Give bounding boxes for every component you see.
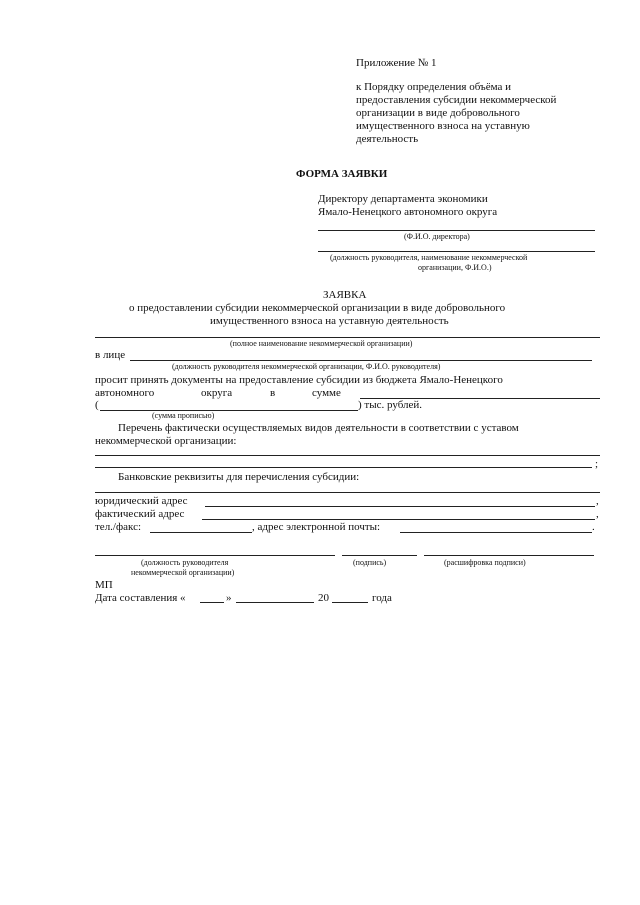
appendix-line: организации в виде добровольного xyxy=(356,107,520,119)
head-caption: (должность руководителя некоммерческой организации, Ф.И.О. руководителя) xyxy=(172,362,441,371)
bank-label: Банковские реквизиты для перечисления субсидии: xyxy=(118,471,360,483)
sign-caption-position: (должность руководителя xyxy=(141,558,229,567)
date-close: » xyxy=(226,592,232,604)
director-caption: (Ф.И.О. директора) xyxy=(404,232,470,241)
comma: , xyxy=(596,495,599,507)
application-subtitle: о предоставлении субсидии некоммерческой организации в виде добровольного xyxy=(129,302,506,314)
period: . xyxy=(592,521,595,533)
year-suffix: года xyxy=(372,592,392,604)
activities-line[interactable] xyxy=(95,455,600,456)
semicolon: ; xyxy=(595,458,599,470)
request-word: в xyxy=(270,387,276,399)
legal-address-line[interactable] xyxy=(205,506,595,507)
year-prefix: 20 xyxy=(318,592,329,604)
director-name-line[interactable] xyxy=(318,230,595,231)
application-title: ЗАЯВКА xyxy=(323,289,367,301)
stamp-label: МП xyxy=(95,579,113,591)
sender-line[interactable] xyxy=(318,251,595,252)
actual-address-label: фактический адрес xyxy=(95,508,185,520)
position-signature-line[interactable] xyxy=(95,555,335,556)
appendix-line: предоставления субсидии некоммерческой xyxy=(356,94,557,106)
application-subtitle: имущественного взноса на уставную деятельность xyxy=(210,315,449,327)
open-paren: ( xyxy=(95,399,99,411)
signature-line[interactable] xyxy=(342,555,417,556)
legal-address-label: юридический адрес xyxy=(95,495,188,507)
appendix-line: деятельность xyxy=(356,133,419,145)
actual-address-line[interactable] xyxy=(202,519,595,520)
addressee-line: Ямало-Ненецкого автономного округа xyxy=(318,206,498,218)
head-line[interactable] xyxy=(130,360,592,361)
in-person-label: в лице xyxy=(95,349,126,361)
request-text: просит принять документы на предоставление субсидии из бюджета Ямало-Ненецкого xyxy=(95,374,503,386)
sender-caption: организации, Ф.И.О.) xyxy=(418,263,492,272)
bank-line[interactable] xyxy=(95,492,600,493)
sum-words-line[interactable] xyxy=(100,410,358,411)
org-caption: (полное наименование некоммерческой организации) xyxy=(230,339,413,348)
appendix-line: имущественного взноса на уставную xyxy=(356,120,530,132)
date-year-line[interactable] xyxy=(332,602,368,603)
phone-line[interactable] xyxy=(150,532,252,533)
email-line[interactable] xyxy=(400,532,592,533)
sign-caption-signature: (подпись) xyxy=(353,558,387,567)
addressee-line: Директору департамента экономики xyxy=(318,193,488,205)
date-month-line[interactable] xyxy=(236,602,314,603)
form-title: ФОРМА ЗАЯВКИ xyxy=(296,168,388,180)
decoding-line[interactable] xyxy=(424,555,594,556)
activities-text: некоммерческой организации: xyxy=(95,435,237,447)
org-name-line[interactable] xyxy=(95,337,600,338)
request-word: сумме xyxy=(312,387,341,399)
request-word: автономного xyxy=(95,387,155,399)
appendix-title: Приложение № 1 xyxy=(356,57,437,69)
sign-caption-position: некоммерческой организации) xyxy=(131,568,235,577)
sign-caption-decoding: (расшифровка подписи) xyxy=(444,558,526,567)
thousand-rub: ) тыс. рублей. xyxy=(358,399,423,411)
request-word: округа xyxy=(201,387,233,399)
sum-caption: (сумма прописью) xyxy=(152,411,215,420)
comma: , xyxy=(596,508,599,520)
sender-caption: (должность руководителя, наименование некоммерческой xyxy=(330,253,528,262)
email-label: , адрес электронной почты: xyxy=(252,521,381,533)
activities-text: Перечень фактически осуществляемых видов деятельности в соответствии с уставом xyxy=(118,422,519,434)
activities-line[interactable] xyxy=(95,467,592,468)
date-label: Дата составления « xyxy=(95,592,186,604)
appendix-line: к Порядку определения объёма и xyxy=(356,81,511,93)
phone-label: тел./факс: xyxy=(95,521,142,533)
date-day-line[interactable] xyxy=(200,602,224,603)
